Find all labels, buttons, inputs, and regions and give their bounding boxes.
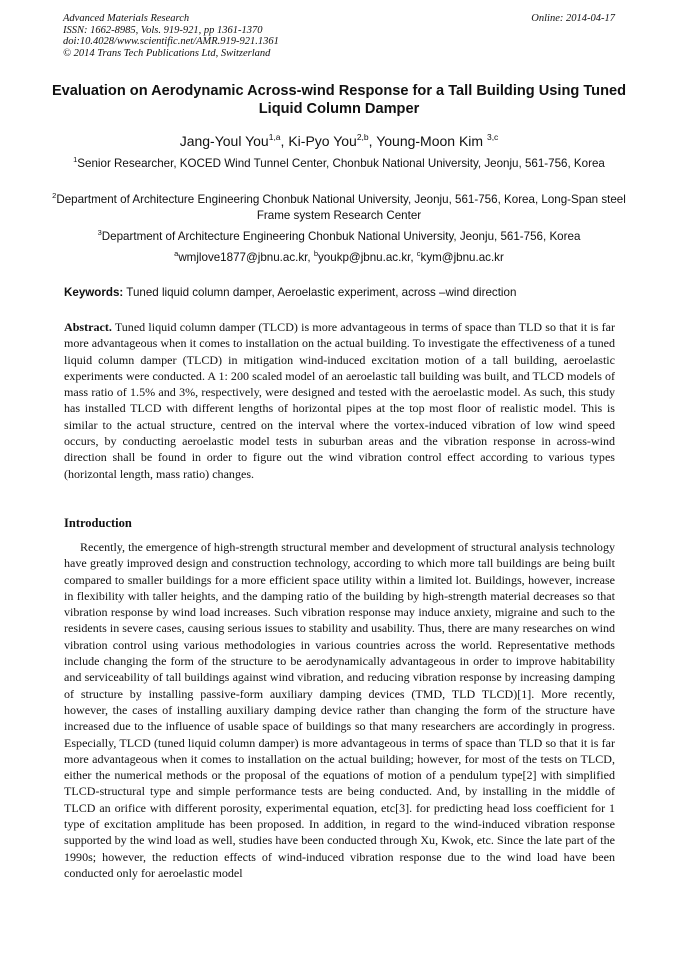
author-affiliation-mark: 2,b [356, 132, 369, 142]
journal-issn: ISSN: 1662-8985, Vols. 919-921, pp 1361-1370 [63, 24, 263, 36]
author-affiliation-mark: 1,a [268, 132, 281, 142]
journal-header [63, 13, 615, 59]
online-date: Online: 2014-04-17 [531, 13, 615, 24]
affiliation-text: Senior Researcher, KOCED Wind Tunnel Center, Chonbuk National University, Jeonju, 561-756, Korea [77, 157, 605, 170]
author-list: Jang-Youl You$^{1,a}$, Ki-Pyo You$^{2,b}$, Young-Moon Kim $^{3,c}$ [179, 132, 499, 149]
affiliation-mark: 2 [52, 191, 57, 200]
abstract-text: Tuned liquid column damper (TLCD) is more advantageous in terms of space than TLD so that it is far more advantageous when it comes to installation on the actual building. To investigate the effectiveness of a tuned liquid column damper (TLCD) in mitigation wind-induced excitation motion of a tall building, aeroelastic experiments were conducted. A 1: 200 scaled model of an aeroelastic tall building was built, and TLCD models of mass ratio of 1.5% and 3%, respectively, were designed and tested with the aeroelastic model. As such, this study has installed TLCD with different lengths of horizontal pipes at the top most floor of realistic model. This is similar to the actual structure, centred on the interval where the vortex-induced vibration of low wind speed occurs, by conducting aeroelastic model tests in suburban areas and the vibration response in across-wind direction shall be found in order to figure out the wind vibration control effect according to various types (horizontal length, mass ratio) changes. [64, 320, 615, 481]
keywords [64, 285, 624, 301]
affiliation-mark: 1 [73, 155, 78, 164]
journal-copyright: © 2014 Trans Tech Publications Ltd, Switzerland [63, 47, 271, 59]
abstract [64, 319, 615, 482]
author-name: Ki-Pyo You [288, 133, 357, 149]
journal-name: Advanced Materials Research [63, 13, 190, 24]
author-name: Jang-Youl You [179, 133, 269, 149]
paper-title: Evaluation on Aerodynamic Across-wind Response for a Tall Building Using Tuned Liquid Column Damper [51, 83, 627, 117]
affiliation-1 [40, 156, 638, 172]
affiliation-3 [40, 229, 638, 245]
introduction-paragraph: Recently, the emergence of high-strength structural member and development of structural analysis technology have greatly improved design and construction technology, according to which more tall buildings are being built compared to smaller buildings for a more efficient space utility within a limited lot. Buildings, however, increase in flexibility with taller heights, and the damping ratio of the building by high-strength material decreases so that vibration response by wind load increases. Such vibration response may induce anxiety, migraine and such to the residents in severe cases, causing serious issues to stability and usability. Thus, there are many researches on wind vibration control using various methodologies in various countries across the world. Representative methods include changing the form of the structure to be aerodynamically advantageous in order to improve habitability and serviceability of tall buildings against wind vibration, and reducing vibration response by increasing damping of structure by installing passive-form auxiliary damping devices (TMD, TLD TLCD)[1]. More recently, however, the cases of installing auxiliary damping device rather than changing the form of the structure have increased due to the influence of usable space of buildings so that many researchers are accordingly in progress. Especially, TLCD (tuned liquid column damper) is more advantageous in terms of space than TLD so that it is far more advantageous when it comes to installation on the actual building; however, for most of the tests on TLCD, either the numerical methods or the proposal of the equations of motion of a pendulum type[2] with simplified TLCD-structural type and simple performance tests are being conducted. And, by installing in the middle of TLCD an orifice with different porosity, experimental equation, etc[3]. for predicting head loss coefficient for 1 type of excitation amplitude has been proposed. In addition, in regard to the wind-induced vibration response supported by the wind load as well, studies have been conducted through Xu, Kwok, etc. Since the late part of the 1990s; however, the reduction effects of wind-induced vibration response due to the wind load have been conducted only for aeroelastic model [64, 540, 615, 880]
keywords-label: Keywords: [64, 286, 124, 299]
email-mark: a [174, 249, 179, 258]
abstract-label: Abstract. [64, 320, 112, 334]
email-list: $^a$wmjlove1877@jbnu.ac.kr, $^b$youkp@jbnu.ac.kr, $^c$kym@jbnu.ac.kr [174, 249, 504, 264]
email-address[interactable]: wmjlove1877@jbnu.ac.kr [178, 251, 308, 264]
affiliation-text: Department of Architecture Engineering Chonbuk National University, Jeonju, 561-756, Korea [101, 230, 581, 243]
author-affiliation-mark: 3,c [486, 132, 499, 142]
section-heading-introduction: Introduction [64, 516, 132, 530]
email-mark: b [313, 249, 318, 258]
author-name: Young-Moon Kim [376, 133, 484, 149]
journal-doi: doi:10.4028/www.scientific.net/AMR.919-921.1361 [63, 36, 279, 47]
email-address[interactable]: youkp@jbnu.ac.kr [318, 251, 411, 264]
affiliation-2 [40, 192, 638, 224]
affiliation-mark: 3 [97, 228, 102, 237]
affiliation-text: Department of Architecture Engineering Chonbuk National University, Jeonju, 561-756, Korea, Long-Span steel Frame system Research Center [56, 193, 626, 222]
keywords-text: Tuned liquid column damper, Aeroelastic experiment, across –wind direction [126, 286, 517, 299]
email-mark: c [416, 249, 421, 258]
email-address[interactable]: kym@jbnu.ac.kr [420, 251, 504, 264]
